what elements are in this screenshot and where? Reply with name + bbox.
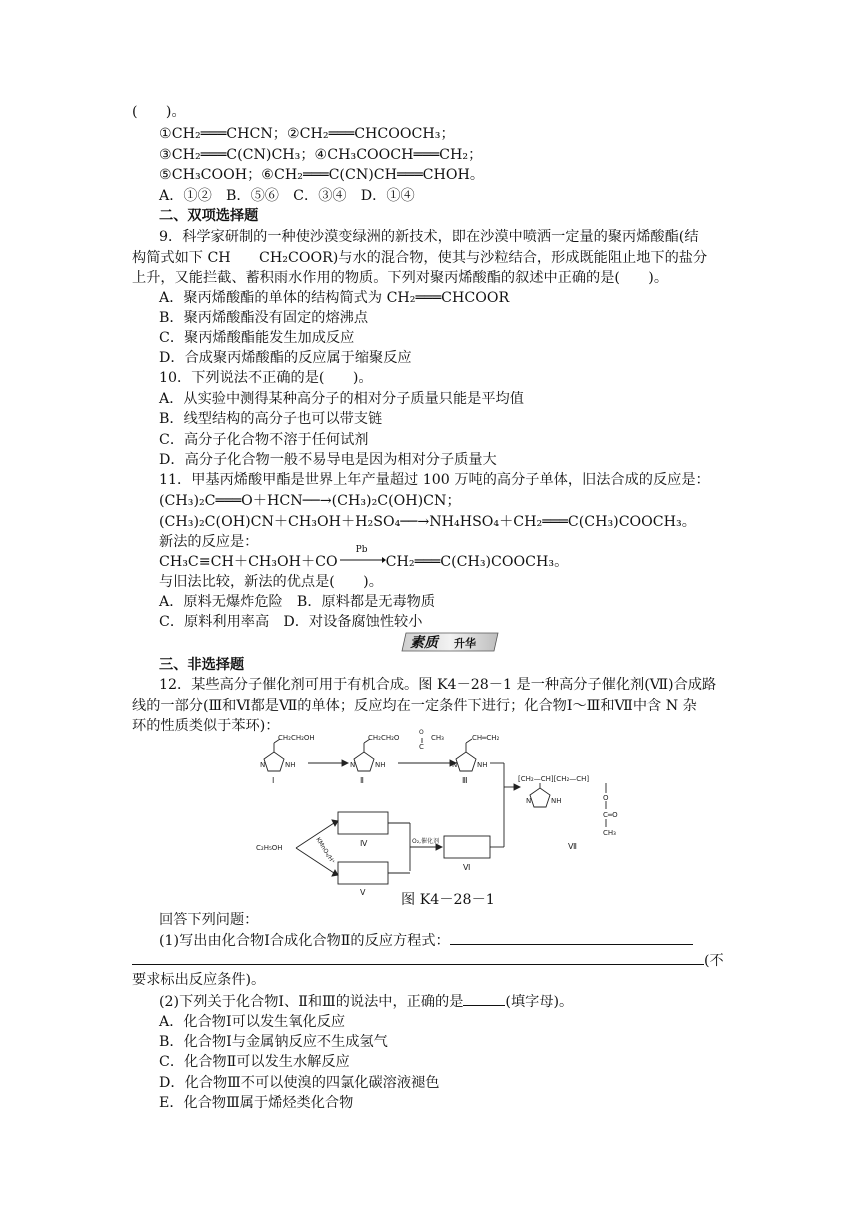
q12-part-2-stem: (2)下列关于化合物Ⅰ、Ⅱ和Ⅲ的说法中，正确的是 — [159, 994, 464, 1010]
scheme-label-iv: Ⅳ — [360, 839, 368, 848]
q12-option-e: E．化合物Ⅲ属于烯烃类化合物 — [159, 1095, 354, 1111]
imidazole-ring-7-icon — [530, 788, 550, 807]
q12-option-a: A．化合物Ⅰ可以发生氧化反应 — [159, 1014, 346, 1030]
q9-option-a: A．聚丙烯酸酯的单体的结构简式为 CH₂═══CHCOOR — [159, 290, 510, 306]
q11-equation-2: (CH₃)₂C(OH)CN＋CH₃OH＋H₂SO₄──→NH₄HSO₄＋CH₂═══C(CH₃)COOCH₃。 — [159, 514, 696, 530]
scheme-sub-2-o: O — [419, 729, 424, 736]
figure-caption: 图 K4－28－1 — [401, 892, 495, 908]
q12-part-1-line-2 — [132, 950, 724, 971]
scheme-o2: O₂,催化剂 — [412, 838, 440, 845]
q11-options-ab: A．原料无爆炸危险 B．原料都是无毒物质 — [159, 594, 436, 610]
scheme-n-2: N — [350, 761, 356, 769]
banner-text-sub: 升华 — [454, 637, 476, 650]
q10-option-c: C．高分子化合物不溶于任何试剂 — [159, 432, 369, 448]
scheme-polymer-o: O — [603, 794, 609, 802]
q9-option-c: C．聚丙烯酸酯能发生加成反应 — [159, 330, 355, 346]
q10-option-a: A．从实验中测得某种高分子的相对分子质量只能是平均值 — [159, 391, 524, 407]
q12-option-b: B．化合物Ⅰ与金属钠反应不生成氢气 — [159, 1034, 388, 1050]
reaction-arrow-icon — [338, 552, 386, 566]
q12-part-1-stem: (1)写出由化合物Ⅰ合成化合物Ⅱ的反应方程式： — [159, 933, 450, 949]
scheme-n-7: N — [526, 797, 532, 805]
scheme-kmno4: KMnO₄/H⁺ — [314, 836, 337, 866]
q12-part-1 — [159, 930, 693, 951]
q11-eq3-reactants: CH₃C≡CH＋CH₃OH＋CO — [159, 554, 338, 570]
q8-option-row-1: ①CH₂═══CHCN；②CH₂═══CHCOOCH₃； — [159, 126, 455, 142]
q12-line-3: 环的性质类似于苯环)： — [132, 718, 280, 734]
q9-line-3: 上升，又能拦截、蓄积雨水作用的物质。下列对聚丙烯酸酯的叙述中正确的是( )。 — [132, 270, 669, 286]
q12-line-2: 线的一部分(Ⅲ和Ⅵ都是Ⅶ的单体；反应均在一定条件下进行；化合物Ⅰ～Ⅲ和Ⅶ中含 N 杂 — [132, 698, 697, 714]
q8-stem-tail: ( )。 — [132, 104, 186, 120]
q11-equation-1: (CH₃)₂C═══O＋HCN──→(CH₃)₂C(OH)CN； — [159, 493, 461, 509]
scheme-sub-1: CH₂CH₂OH — [278, 734, 315, 742]
scheme-sub-2-c: C — [419, 743, 424, 751]
q12-answer-intro: 回答下列问题： — [159, 912, 259, 928]
blank-box-iv — [338, 812, 388, 834]
q9-option-d: D．合成聚丙烯酸酯的反应属于缩聚反应 — [159, 350, 412, 366]
scheme-nh-1: NH — [285, 761, 296, 769]
scheme-nh-2: NH — [375, 761, 386, 769]
imidazole-ring-3-icon — [456, 752, 476, 771]
blank-box-vi — [444, 836, 490, 858]
scheme-label-vii: Ⅶ — [568, 842, 577, 851]
q11-compare: 与旧法比较，新法的优点是( )。 — [159, 574, 383, 590]
scheme-label-v: Ⅴ — [360, 888, 366, 897]
scheme-label-i: Ⅰ — [272, 776, 275, 785]
scheme-start: C₂H₅OH — [256, 844, 283, 852]
scheme-n-3: N — [452, 761, 458, 769]
scheme-sub-2-ch3: CH₃ — [431, 734, 444, 742]
q12-option-d: D．化合物Ⅲ不可以使溴的四氯化碳溶液褪色 — [159, 1075, 440, 1091]
q12-part-1-line-3: 要求标出反应条件)。 — [132, 972, 266, 988]
q9-line-2: 构简式如下 CH CH₂COOR)与水的混合物，使其与沙粒结合，形成既能阻止地下的盐分 — [132, 250, 708, 266]
scheme-polymer-co: C═O — [603, 811, 618, 819]
scheme-sub-3: CH═CH₂ — [472, 734, 500, 742]
q8-option-row-2: ③CH₂═══C(CN)CH₃；④CH₃COOCH═══CH₂； — [159, 147, 483, 163]
scheme-nh-7: NH — [551, 797, 562, 805]
q12-part-2 — [159, 991, 573, 1012]
q10-stem: 10．下列说法不正确的是( )。 — [159, 370, 373, 386]
reaction-scheme-figure — [250, 729, 640, 897]
q9-line-1: 9．科学家研制的一种使沙漠变绿洲的新技术，即在沙漠中喷洒一定量的聚丙烯酸酯(结 — [159, 229, 699, 245]
answer-blank-1[interactable] — [450, 930, 693, 945]
imidazole-ring-1-icon — [264, 752, 284, 771]
scheme-sub-2: CH₂CH₂O — [368, 734, 400, 742]
q11-new-method-label: 新法的反应是： — [159, 534, 259, 550]
scheme-label-iii: Ⅲ — [462, 776, 468, 785]
q11-eq3-products: CH₂═══C(CH₃)COOCH₃。 — [385, 554, 569, 570]
q9-option-b: B．聚丙烯酸酯没有固定的熔沸点 — [159, 310, 369, 326]
q11-eq3-arrow — [338, 545, 386, 566]
scheme-polymer: [CH₂—CH][CH₂—CH] — [518, 775, 590, 783]
answer-blank-2[interactable] — [132, 950, 704, 965]
blank-box-v — [338, 862, 388, 884]
q10-option-b: B．线型结构的高分子也可以带支链 — [159, 411, 383, 427]
section-banner — [398, 631, 502, 653]
scheme-label-ii: Ⅱ — [360, 776, 364, 785]
q10-option-d: D．高分子化合物一般不易导电是因为相对分子质量大 — [159, 452, 497, 468]
scheme-nh-3: NH — [477, 761, 488, 769]
answer-blank-3[interactable] — [463, 991, 505, 1006]
imidazole-ring-2-icon — [354, 752, 374, 771]
scheme-polymer-ch3: CH₃ — [603, 829, 616, 837]
q12-part-1-tail: (不 — [704, 953, 724, 969]
q8-option-row-3: ⑤CH₃COOH；⑥CH₂═══C(CN)CH═══CHOH。 — [159, 167, 485, 183]
q11-eq3-catalyst: Pb — [355, 545, 368, 555]
q11-options-cd: C．原料利用率高 D．对设备腐蚀性较小 — [159, 614, 423, 630]
q12-part-2-tail: (填字母)。 — [505, 994, 574, 1010]
scheme-label-vi: Ⅵ — [463, 863, 471, 872]
scheme-n-1: N — [260, 761, 266, 769]
q11-line-1: 11．甲基丙烯酸甲酯是世界上年产量超过 100 万吨的高分子单体，旧法合成的反应是： — [159, 472, 710, 488]
q8-choices: A．①② B．⑤⑥ C．③④ D．①④ — [159, 188, 415, 204]
q12-option-c: C．化合物Ⅱ可以发生水解反应 — [159, 1054, 350, 1070]
section-2-title: 二、双项选择题 — [159, 208, 259, 224]
section-3-title: 三、非选择题 — [159, 657, 245, 673]
q12-line-1: 12．某些高分子催化剂可用于有机合成。图 K4－28－1 是一种高分子催化剂(Ⅶ)合成路 — [159, 677, 717, 693]
q11-equation-3 — [159, 545, 569, 572]
banner-text-main: 素质 — [410, 635, 438, 651]
